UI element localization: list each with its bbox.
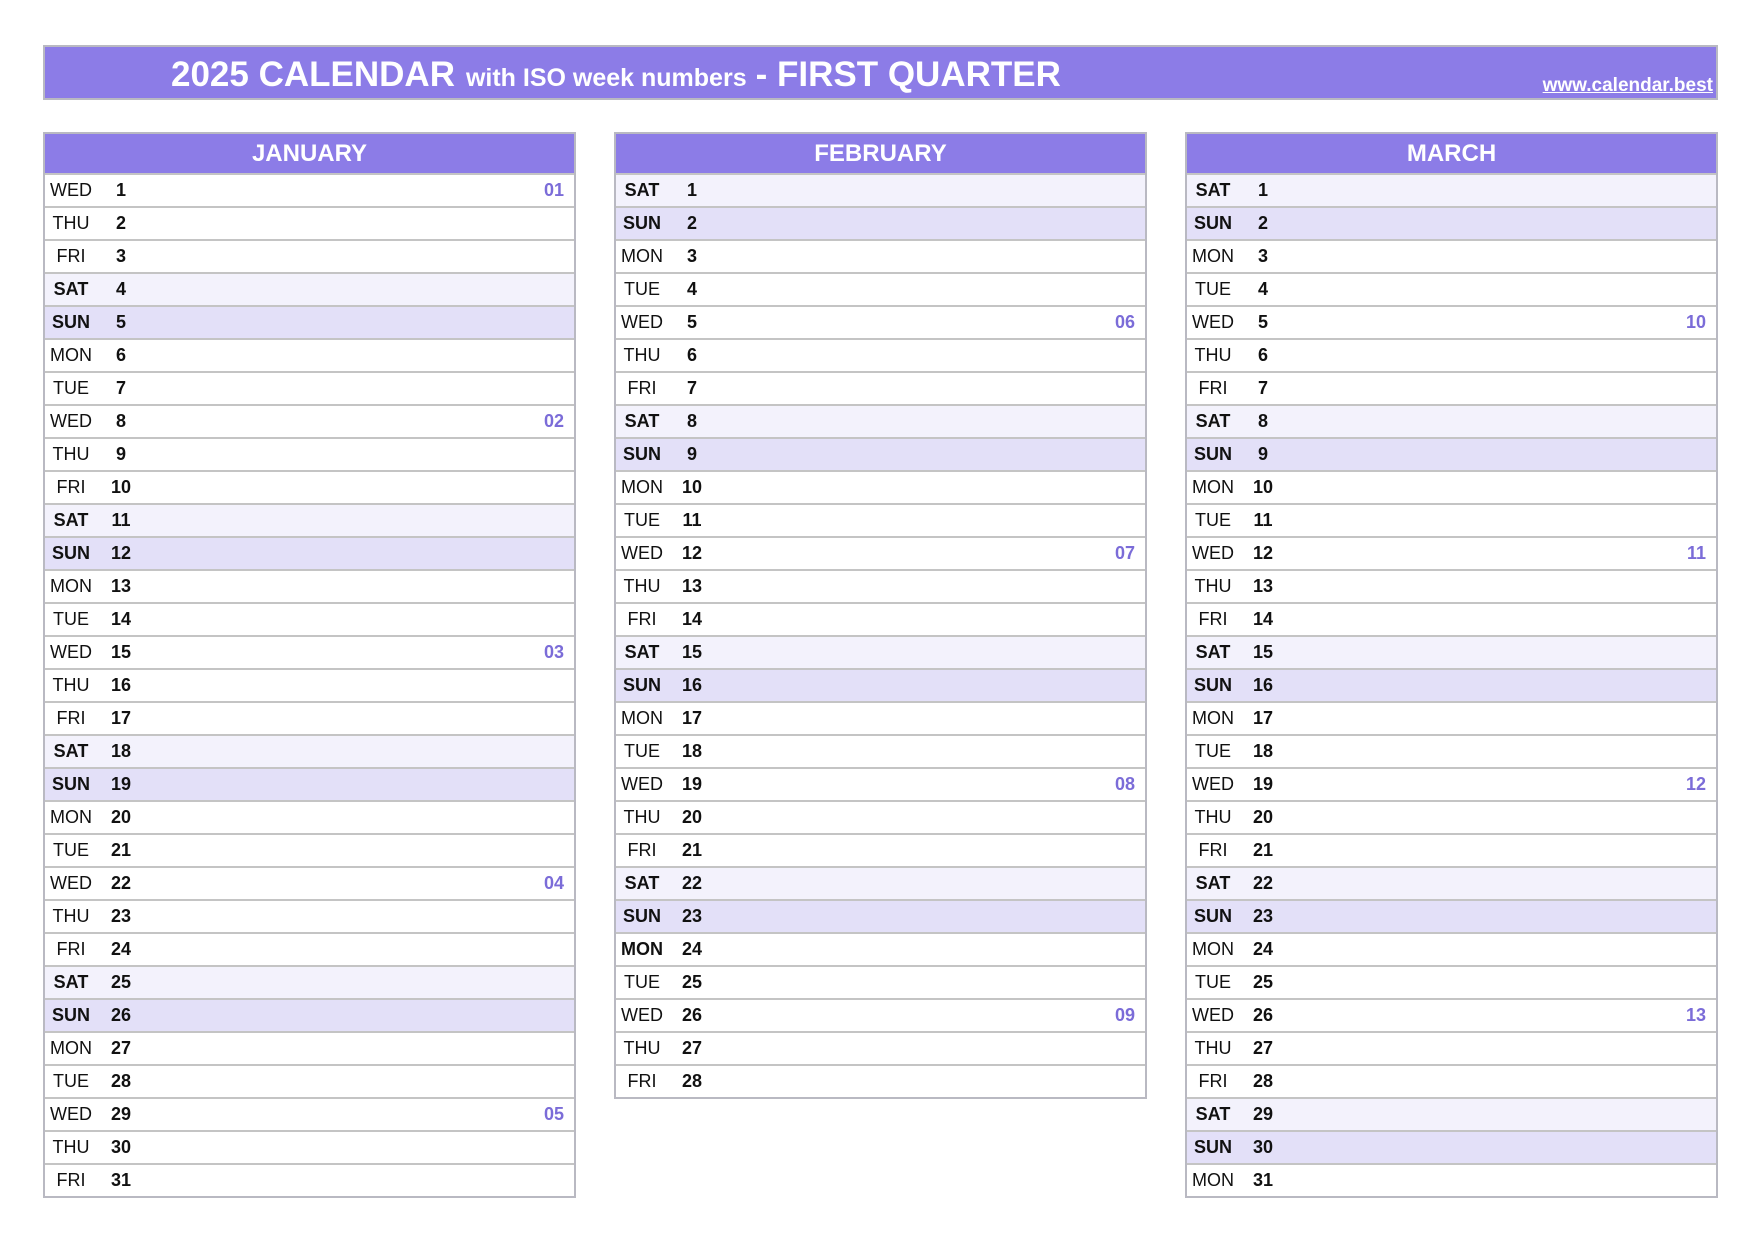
weekday-label: WED: [1192, 774, 1234, 794]
day-row: [616, 932, 1145, 965]
weekday-label: SAT: [624, 642, 660, 662]
day-row: [616, 239, 1145, 272]
day-number: 16: [681, 675, 703, 695]
month-column-february: [614, 132, 1147, 1099]
weekday-label: SAT: [1195, 873, 1231, 893]
day-row: [616, 833, 1145, 866]
day-row: [45, 239, 574, 272]
day-number: 27: [681, 1038, 703, 1058]
weekday-label: WED: [1192, 543, 1234, 563]
day-number: 12: [110, 543, 132, 563]
day-number: 26: [1252, 1005, 1274, 1025]
day-row: [1187, 866, 1716, 899]
day-number: 3: [686, 246, 697, 266]
day-row: [1187, 206, 1716, 239]
day-number: 21: [681, 840, 703, 860]
weekday-label: TUE: [1195, 279, 1231, 299]
day-number: 20: [1252, 807, 1274, 827]
day-number: 21: [110, 840, 132, 860]
day-row: [45, 503, 574, 536]
weekday-label: MON: [1192, 708, 1234, 728]
iso-week-number: 05: [543, 1104, 564, 1124]
day-row: [45, 866, 574, 899]
title-year-calendar: 2025 CALENDAR: [171, 55, 455, 94]
day-row: [616, 371, 1145, 404]
day-number: 19: [1252, 774, 1274, 794]
website-link[interactable]: www.calendar.best: [1542, 75, 1713, 96]
weekday-label: THU: [623, 576, 661, 596]
weekday-label: THU: [52, 444, 90, 464]
day-row: [45, 371, 574, 404]
weekday-label: TUE: [1195, 972, 1231, 992]
weekday-label: SAT: [53, 510, 89, 530]
day-number: 1: [686, 180, 697, 200]
day-number: 4: [686, 279, 697, 299]
weekday-label: WED: [50, 1104, 92, 1124]
day-row: [1187, 503, 1716, 536]
iso-week-number: 04: [543, 873, 564, 893]
day-row: [45, 833, 574, 866]
iso-week-number: 08: [1114, 774, 1135, 794]
day-number: 24: [681, 939, 703, 959]
weekday-label: TUE: [53, 378, 89, 398]
day-row: [1187, 734, 1716, 767]
day-number: 23: [681, 906, 703, 926]
day-number: 9: [115, 444, 126, 464]
day-number: 19: [110, 774, 132, 794]
day-number: 2: [115, 213, 126, 233]
day-number: 6: [1257, 345, 1268, 365]
weekday-label: WED: [50, 180, 92, 200]
day-number: 17: [1252, 708, 1274, 728]
month-column-january: [43, 132, 576, 1198]
day-number: 29: [1252, 1104, 1274, 1124]
day-number: 10: [1252, 477, 1274, 497]
day-number: 25: [681, 972, 703, 992]
weekday-label: FRI: [627, 840, 657, 860]
day-row: [1187, 173, 1716, 206]
day-row: [45, 899, 574, 932]
day-number: 11: [682, 510, 702, 530]
day-number: 4: [1257, 279, 1268, 299]
weekday-label: SUN: [1193, 213, 1232, 233]
day-number: 18: [681, 741, 703, 761]
day-row: [1187, 1097, 1716, 1130]
day-row: [1187, 569, 1716, 602]
weekday-label: WED: [621, 312, 663, 332]
day-row: [616, 404, 1145, 437]
day-row: [616, 800, 1145, 833]
day-number: 17: [681, 708, 703, 728]
weekday-label: THU: [1194, 576, 1232, 596]
day-number: 15: [1252, 642, 1274, 662]
weekday-label: MON: [50, 345, 92, 365]
iso-week-number: 12: [1685, 774, 1706, 794]
day-row: [45, 305, 574, 338]
day-number: 20: [681, 807, 703, 827]
weekday-label: MON: [1192, 246, 1234, 266]
day-row: [616, 536, 1145, 569]
weekday-label: MON: [1192, 1170, 1234, 1190]
day-number: 14: [1252, 609, 1274, 629]
day-row: [616, 866, 1145, 899]
weekday-label: TUE: [1195, 741, 1231, 761]
title-subtitle: with ISO week numbers: [465, 64, 747, 92]
day-number: 22: [681, 873, 703, 893]
weekday-label: TUE: [624, 972, 660, 992]
day-row: [616, 767, 1145, 800]
day-row: [616, 272, 1145, 305]
day-row: [616, 602, 1145, 635]
weekday-label: SUN: [622, 213, 661, 233]
day-number: 13: [1252, 576, 1274, 596]
weekday-label: SAT: [1195, 1104, 1231, 1124]
day-row: [1187, 272, 1716, 305]
day-number: 23: [110, 906, 132, 926]
day-number: 8: [686, 411, 697, 431]
month-header: JANUARY: [45, 134, 574, 173]
day-row: [1187, 635, 1716, 668]
weekday-label: TUE: [53, 1071, 89, 1091]
day-row: [45, 800, 574, 833]
day-number: 7: [115, 378, 126, 398]
page-title: [171, 49, 1061, 100]
day-number: 16: [110, 675, 132, 695]
day-row: [1187, 1031, 1716, 1064]
day-number: 7: [686, 378, 697, 398]
weekday-label: FRI: [56, 708, 86, 728]
weekday-label: SAT: [53, 279, 89, 299]
weekday-label: SUN: [51, 1005, 90, 1025]
day-list: [1187, 173, 1716, 1196]
weekday-label: FRI: [1198, 840, 1228, 860]
day-row: [616, 470, 1145, 503]
weekday-label: THU: [1194, 807, 1232, 827]
day-number: 1: [1257, 180, 1268, 200]
day-number: 10: [681, 477, 703, 497]
month-column-march: [1185, 132, 1718, 1198]
iso-week-number: 03: [543, 642, 564, 662]
day-number: 14: [110, 609, 132, 629]
day-row: [45, 602, 574, 635]
day-row: [1187, 470, 1716, 503]
day-row: [1187, 1163, 1716, 1196]
day-number: 21: [1252, 840, 1274, 860]
day-number: 11: [111, 510, 131, 530]
day-number: 14: [681, 609, 703, 629]
day-row: [1187, 1064, 1716, 1097]
iso-week-number: 13: [1685, 1005, 1706, 1025]
day-number: 18: [1252, 741, 1274, 761]
iso-week-number: 06: [1114, 312, 1135, 332]
day-row: [616, 206, 1145, 239]
weekday-label: THU: [623, 807, 661, 827]
weekday-label: THU: [1194, 345, 1232, 365]
weekday-label: TUE: [53, 609, 89, 629]
day-row: [1187, 437, 1716, 470]
weekday-label: MON: [50, 1038, 92, 1058]
day-number: 17: [110, 708, 132, 728]
day-row: [1187, 767, 1716, 800]
day-number: 22: [110, 873, 132, 893]
day-row: [616, 635, 1145, 668]
day-row: [616, 569, 1145, 602]
day-number: 24: [110, 939, 132, 959]
month-header: MARCH: [1187, 134, 1716, 173]
day-row: [45, 734, 574, 767]
weekday-label: MON: [50, 807, 92, 827]
day-number: 6: [115, 345, 126, 365]
weekday-label: FRI: [627, 1071, 657, 1091]
day-number: 5: [686, 312, 697, 332]
weekday-label: MON: [621, 708, 663, 728]
weekday-label: FRI: [56, 246, 86, 266]
day-row: [1187, 800, 1716, 833]
weekday-label: SAT: [1195, 411, 1231, 431]
day-number: 28: [110, 1071, 132, 1091]
day-number: 25: [110, 972, 132, 992]
day-number: 10: [110, 477, 132, 497]
day-row: [45, 635, 574, 668]
day-number: 29: [110, 1104, 132, 1124]
day-number: 3: [115, 246, 126, 266]
day-number: 12: [681, 543, 703, 563]
weekday-label: WED: [621, 774, 663, 794]
day-row: [616, 503, 1145, 536]
weekday-label: SUN: [622, 444, 661, 464]
weekday-label: FRI: [56, 1170, 86, 1190]
weekday-label: FRI: [56, 939, 86, 959]
day-row: [616, 965, 1145, 998]
day-number: 25: [1252, 972, 1274, 992]
weekday-label: THU: [52, 906, 90, 926]
iso-week-number: 10: [1685, 312, 1706, 332]
day-row: [616, 1064, 1145, 1097]
day-number: 31: [110, 1170, 132, 1190]
day-row: [1187, 305, 1716, 338]
weekday-label: SAT: [53, 741, 89, 761]
day-row: [45, 404, 574, 437]
day-number: 30: [110, 1137, 132, 1157]
weekday-label: WED: [621, 543, 663, 563]
day-row: [1187, 371, 1716, 404]
weekday-label: THU: [52, 213, 90, 233]
day-number: 24: [1252, 939, 1274, 959]
day-row: [1187, 668, 1716, 701]
day-row: [45, 206, 574, 239]
title-bar: [43, 45, 1718, 100]
day-number: 28: [681, 1071, 703, 1091]
day-number: 23: [1252, 906, 1274, 926]
day-row: [45, 437, 574, 470]
weekday-label: SUN: [51, 774, 90, 794]
weekday-label: SAT: [1195, 180, 1231, 200]
day-number: 20: [110, 807, 132, 827]
day-number: 8: [115, 411, 126, 431]
day-row: [1187, 536, 1716, 569]
weekday-label: WED: [50, 642, 92, 662]
day-row: [45, 1163, 574, 1196]
day-number: 2: [1257, 213, 1268, 233]
day-number: 6: [686, 345, 697, 365]
weekday-label: SUN: [1193, 906, 1232, 926]
day-row: [1187, 932, 1716, 965]
day-row: [45, 932, 574, 965]
day-row: [45, 1097, 574, 1130]
day-row: [616, 701, 1145, 734]
weekday-label: THU: [1194, 1038, 1232, 1058]
day-number: 8: [1257, 411, 1268, 431]
day-row: [616, 437, 1145, 470]
day-row: [45, 470, 574, 503]
day-list: [616, 173, 1145, 1097]
day-row: [45, 767, 574, 800]
day-row: [1187, 338, 1716, 371]
day-row: [616, 173, 1145, 206]
day-row: [1187, 965, 1716, 998]
day-row: [1187, 404, 1716, 437]
day-number: 13: [681, 576, 703, 596]
day-number: 1: [115, 180, 126, 200]
day-row: [616, 1031, 1145, 1064]
weekday-label: SUN: [1193, 444, 1232, 464]
weekday-label: FRI: [627, 378, 657, 398]
weekday-label: FRI: [1198, 378, 1228, 398]
day-number: 19: [681, 774, 703, 794]
iso-week-number: 07: [1114, 543, 1135, 563]
weekday-label: THU: [52, 1137, 90, 1157]
day-row: [45, 668, 574, 701]
weekday-label: TUE: [53, 840, 89, 860]
weekday-label: SUN: [622, 906, 661, 926]
weekday-label: THU: [52, 675, 90, 695]
weekday-label: MON: [1192, 477, 1234, 497]
day-number: 30: [1252, 1137, 1274, 1157]
day-number: 15: [110, 642, 132, 662]
weekday-label: SAT: [53, 972, 89, 992]
day-row: [45, 173, 574, 206]
day-row: [45, 701, 574, 734]
weekday-label: MON: [621, 939, 663, 959]
day-number: 16: [1252, 675, 1274, 695]
day-row: [45, 1031, 574, 1064]
weekday-label: WED: [621, 1005, 663, 1025]
day-row: [1187, 701, 1716, 734]
weekday-label: SUN: [51, 312, 90, 332]
weekday-label: SAT: [1195, 642, 1231, 662]
weekday-label: TUE: [624, 510, 660, 530]
weekday-label: TUE: [624, 741, 660, 761]
weekday-label: THU: [623, 1038, 661, 1058]
day-number: 15: [681, 642, 703, 662]
weekday-label: TUE: [624, 279, 660, 299]
day-number: 9: [686, 444, 697, 464]
day-row: [616, 668, 1145, 701]
month-header: FEBRUARY: [616, 134, 1145, 173]
day-row: [616, 305, 1145, 338]
weekday-label: WED: [50, 873, 92, 893]
day-number: 5: [115, 312, 126, 332]
day-row: [616, 734, 1145, 767]
weekday-label: SAT: [624, 873, 660, 893]
day-row: [616, 998, 1145, 1031]
day-row: [1187, 1130, 1716, 1163]
weekday-label: FRI: [627, 609, 657, 629]
day-row: [1187, 239, 1716, 272]
day-number: 9: [1257, 444, 1268, 464]
day-row: [45, 965, 574, 998]
day-row: [1187, 998, 1716, 1031]
weekday-label: MON: [621, 477, 663, 497]
weekday-label: FRI: [56, 477, 86, 497]
weekday-label: SUN: [622, 675, 661, 695]
day-number: 11: [1253, 510, 1273, 530]
iso-week-number: 01: [543, 180, 564, 200]
day-row: [1187, 899, 1716, 932]
weekday-label: SUN: [1193, 1137, 1232, 1157]
iso-week-number: 11: [1686, 543, 1706, 563]
day-number: 27: [1252, 1038, 1274, 1058]
weekday-label: FRI: [1198, 609, 1228, 629]
day-number: 31: [1252, 1170, 1274, 1190]
weekday-label: TUE: [1195, 510, 1231, 530]
iso-week-number: 09: [1114, 1005, 1135, 1025]
weekday-label: WED: [1192, 312, 1234, 332]
day-number: 28: [1252, 1071, 1274, 1091]
weekday-label: THU: [623, 345, 661, 365]
day-number: 26: [681, 1005, 703, 1025]
day-number: 7: [1257, 378, 1268, 398]
day-row: [1187, 602, 1716, 635]
weekday-label: MON: [1192, 939, 1234, 959]
weekday-label: SAT: [624, 411, 660, 431]
weekday-label: FRI: [1198, 1071, 1228, 1091]
day-row: [616, 899, 1145, 932]
day-number: 3: [1257, 246, 1268, 266]
day-row: [45, 998, 574, 1031]
day-number: 27: [110, 1038, 132, 1058]
iso-week-number: 02: [543, 411, 564, 431]
title-quarter: - FIRST QUARTER: [755, 55, 1061, 94]
day-row: [45, 272, 574, 305]
day-number: 13: [110, 576, 132, 596]
weekday-label: MON: [50, 576, 92, 596]
day-row: [1187, 833, 1716, 866]
day-number: 5: [1257, 312, 1268, 332]
day-row: [45, 338, 574, 371]
day-number: 26: [110, 1005, 132, 1025]
weekday-label: MON: [621, 246, 663, 266]
day-row: [45, 1130, 574, 1163]
weekday-label: SUN: [51, 543, 90, 563]
day-row: [45, 536, 574, 569]
weekday-label: SAT: [624, 180, 660, 200]
day-number: 2: [686, 213, 697, 233]
weekday-label: SUN: [1193, 675, 1232, 695]
weekday-label: WED: [50, 411, 92, 431]
day-number: 22: [1252, 873, 1274, 893]
day-number: 4: [115, 279, 126, 299]
day-row: [45, 1064, 574, 1097]
day-number: 18: [110, 741, 132, 761]
day-row: [45, 569, 574, 602]
day-list: [45, 173, 574, 1196]
day-number: 12: [1252, 543, 1274, 563]
weekday-label: WED: [1192, 1005, 1234, 1025]
day-row: [616, 338, 1145, 371]
